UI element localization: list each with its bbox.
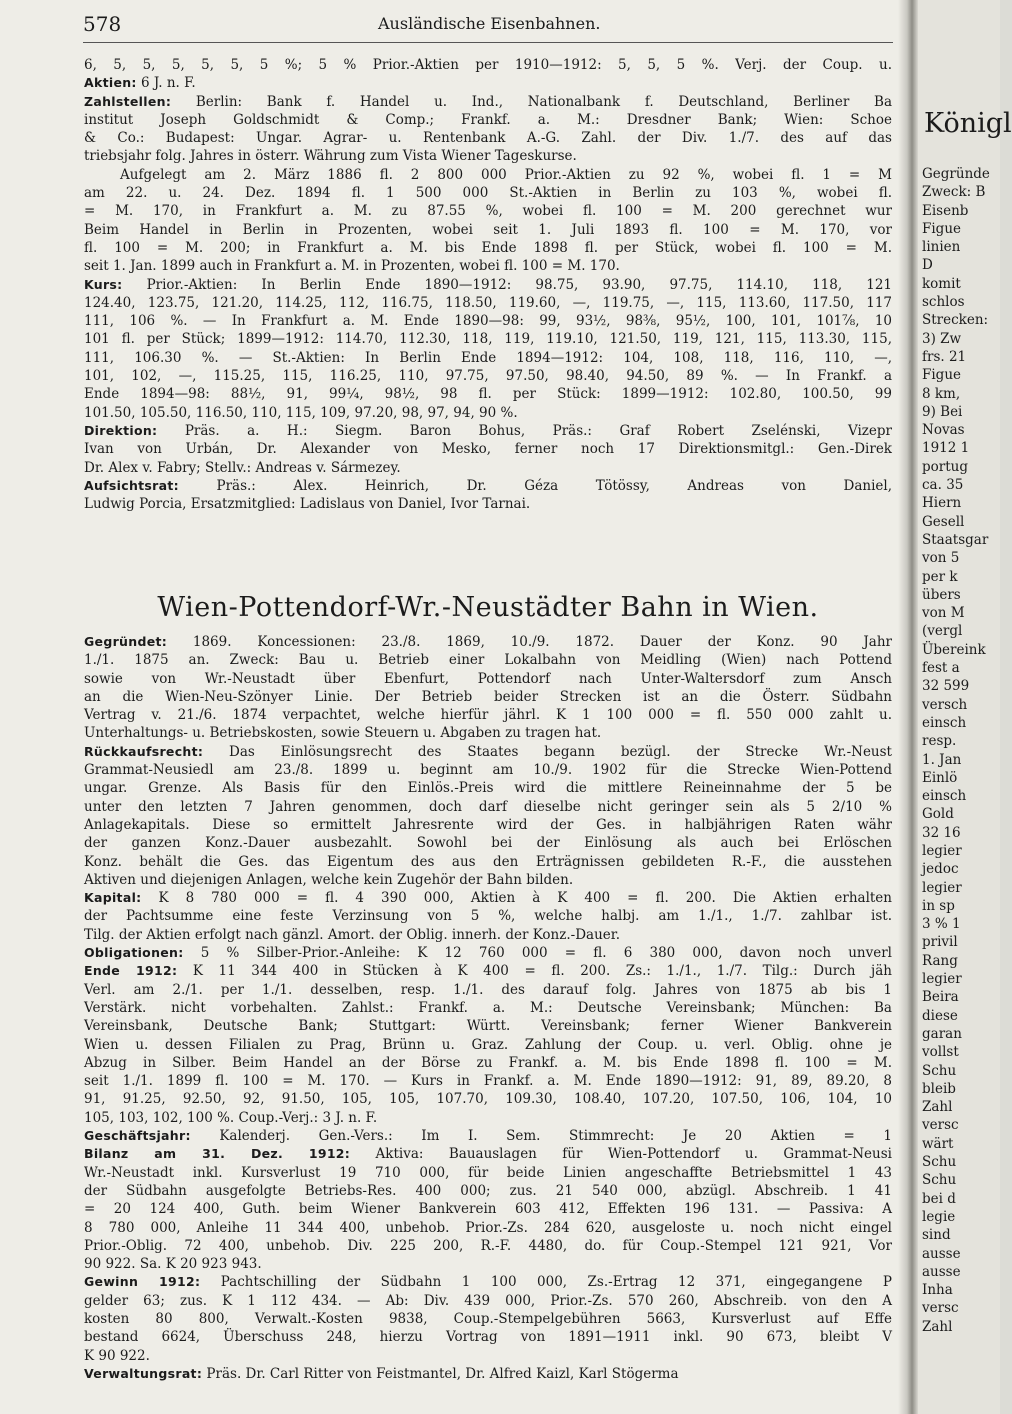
text-line: = 20 124 400, Guth. beim Wiener Bankverein 603 412, Effekten 196 131. — Passiva: A [84,1201,892,1218]
right-page-line: garan [922,1025,962,1042]
text-line: Ende 1912: K 11 344 400 in Stücken à K 400 = fl. 200. Zs.: 1./1., 1./7. Tilg.: Durch jäh [84,963,892,980]
right-page-line: per k [922,568,958,585]
right-page-line: Strecken: [922,312,989,329]
previous-entry-text [84,56,892,513]
right-page-line: von 5 [922,550,960,567]
right-page-line: Rang [922,952,958,969]
text-line: Aktien: 6 J. n. F. [84,75,196,92]
text-line: Rückkaufsrecht: Das Einlösungsrecht des Staates begann bezügl. der Strecke Wr.-Neust [84,743,892,760]
right-page-line: 9) Bei [922,403,963,420]
right-page-line: Figue [922,367,962,384]
right-page-line: legier [922,971,962,988]
right-page-line: 1. Jan [922,751,962,768]
text-line: 90 922. Sa. K 20 923 943. [84,1256,262,1273]
text-line: 111, 106 %. — In Frankfurt a. M. Ende 1890—98: 99, 93½, 98⅜, 95½, 100, 101, 101⅞, 10 [84,313,892,330]
right-page-line: einsch [922,788,967,805]
right-page-line: Übereink [922,641,986,658]
header-rule [83,42,893,43]
text-line: Geschäftsjahr: Kalenderj. Gen.-Vers.: Im I. Sem. Stimmrecht: Je 20 Aktien = 1 [84,1128,892,1145]
text-line: sowie von Wr.-Neustadt über Ebenfurt, Pottendorf nach Unter-Waltersdorf zum Ansch [84,670,892,687]
right-page-lines [922,165,1002,1336]
text-line: seit 1./1. 1899 fl. 100 = M. 170. — Kurs in Frankf. a. M. Ende 1890—1912: 91, 89, 89.20, 8 [84,1073,892,1090]
text-line: fl. 100 = M. 200; in Frankfurt a. M. bis Ende 1898 fl. per Stück, wobei fl. 100 = M. [84,239,892,256]
right-page-line: Zweck: B [922,184,986,201]
book-gutter [898,0,918,1414]
text-line: Wr.-Neustadt inkl. Kursverlust 19 710 000, für beide Linien angeschaffte Betriebsmittel 1 43 [84,1164,892,1181]
text-line: Dr. Alex v. Fabry; Stellv.: Andreas v. Sármezey. [84,459,401,476]
right-page-line: bleib [922,1080,956,1097]
right-page-line: Schu [922,1062,957,1079]
right-page-line: 32 599 [922,678,970,695]
right-page-line: in sp [922,897,955,914]
text-line: Verstärk. nicht vorbehalten. Zahlst.: Frankf. a. M.: Deutsche Vereinsbank; München: Ba [84,999,892,1016]
text-line: Bilanz am 31. Dez. 1912: Aktiva: Bauauslagen für Wien-Pottendorf u. Grammat-Neusi [84,1146,892,1163]
text-line: Zahlstellen: Berlin: Bank f. Handel u. Ind., Nationalbank f. Deutschland, Berliner Ba [84,93,892,110]
right-page-line: Gold [922,806,954,823]
right-page-line: von M [922,605,965,622]
right-page-line: Schu [922,1154,957,1171]
right-page-line: sind [922,1227,951,1244]
text-line: Abzug in Silber. Beim Handel an der Börse zu Frankf. a. M. bis Ende 1898 fl. 100 = M. [84,1054,892,1071]
text-line: 101, 102, —, 115.25, 115, 116.25, 110, 97.75, 97.50, 98.40, 94.50, 89 %. — In Frankf. a [84,368,892,385]
text-line: institut Joseph Goldschmidt & Comp.; Frankf. a. M.: Dresdner Bank; Wien: Schoe [84,111,892,128]
text-line: Kapital: K 8 780 000 = fl. 4 390 000, Aktien à K 400 = fl. 200. Die Aktien erhalten [84,890,892,907]
text-line: Konz. behält die Ges. das Eigentum des aus den Erträgnissen gebildeten R.-F., die ausstehen [84,853,892,870]
right-page-line: vollst [922,1044,959,1061]
text-line: 111, 106.30 %. — St.-Aktien: In Berlin Ende 1894—1912: 104, 108, 118, 116, 110, —, [84,349,892,366]
right-page-line: Gegründe [922,166,990,182]
right-page-line: Einlö [922,769,958,786]
text-line: Aufsichtsrat: Präs.: Alex. Heinrich, Dr. Géza Tötössy, Andreas von Daniel, [84,477,892,494]
text-line: Gewinn 1912: Pachtschilling der Südbahn 1 100 000, Zs.-Ertrag 12 371, eingegangene P [84,1274,892,1291]
text-line: Gegründet: 1869. Koncessionen: 23./8. 1869, 10./9. 1872. Dauer der Konz. 90 Jahr [84,634,892,650]
right-page-line: 3 % 1 [922,916,961,933]
text-line: 124.40, 123.75, 121.20, 114.25, 112, 116.75, 118.50, 119.60, —, 119.75, —, 115, 113.60, 117.50, 117 [84,294,892,311]
text-line: Direktion: Präs. a. H.: Siegm. Baron Bohus, Präs.: Graf Robert Zselénski, Vizepr [84,422,892,439]
right-page-line: Figue [922,220,962,237]
text-line: bestand 6624, Überschuss 248, hierzu Vortrag von 1891—1911 inkl. 90 673, bleibt V [84,1329,892,1346]
right-page-line: Gesell [922,513,965,530]
text-line: der ganzen Konz.-Dauer ausbezahlt. Sowohl bei der Einlösung als auch bei Erlöschen [84,835,892,852]
right-page-line: versch [922,696,968,713]
right-page-line: Eisenb [922,202,969,219]
text-line: Beim Handel in Berlin in Prozenten, wobei seit 1. Juli 1893 fl. 100 = M. 170, vor [84,221,892,238]
right-page-line: ca. 35 [922,477,964,494]
right-page-line: D [922,257,933,274]
right-page-line: einsch [922,714,967,731]
text-line: gelder 63; zus. K 1 112 434. — Ab: Div. 439 000, Prior.-Zs. 570 260, Abschreib. von den A [84,1292,892,1309]
text-line: Aufgelegt am 2. März 1886 fl. 2 800 000 Prior.-Aktien zu 92 %, wobei fl. 1 = M [120,166,892,183]
right-page-line: Hiern [922,495,962,512]
right-page-line: linien [922,239,961,256]
text-line: 101 fl. per Stück; 1899—1912: 114.70, 112.30, 118, 119, 119.10, 121.50, 119, 121, 115, 113.30, 115, [84,331,892,348]
right-page-line: Schu [922,1172,957,1189]
text-line: unter den letzten 7 Jahren genommen, doch darf dieselbe nicht geringer sein als 5 2/10 % [84,798,892,815]
text-line: 1./1. 1875 an. Zweck: Bau u. Betrieb einer Lokalbahn von Meidling (Wien) nach Pottend [84,652,892,669]
running-title: Ausländische Eisenbahnen. [378,14,601,33]
right-page-line: komit [922,275,961,292]
text-line: Verwaltungsrat: Präs. Dr. Carl Ritter von Feistmantel, Dr. Alfred Kaizl, Karl Stögerma [84,1365,679,1382]
right-page-line: legier [922,842,962,859]
text-line: Anlagekapitals. Diese so ermittelt Jahresrente wird der Ges. in halbjährigen Raten währ [84,816,892,833]
text-line: Kurs: Prior.-Aktien: In Berlin Ende 1890—1912: 98.75, 93.90, 97.75, 114.10, 118, 121 [84,276,892,293]
right-page-line: Zahl [922,1099,953,1116]
right-page-line: frs. 21 [922,348,967,365]
text-line: Grammat-Neusiedl am 23./8. 1899 u. beginnt am 10./9. 1902 für die Strecke Wien-Pottend [84,762,892,779]
right-page-line: ausse [922,1263,961,1280]
right-page-line: jedoc [922,861,959,878]
text-line: Prior.-Oblig. 72 400, unbehob. Div. 225 200, R.-F. 4480, do. für Coup.-Stempel 121 921, Vor [84,1237,892,1254]
text-line: Tilg. der Aktien erfolgt nach gänzl. Amort. der Oblig. innerh. der Konz.-Dauer. [84,926,621,943]
right-page-line: 3) Zw [922,330,962,347]
right-page-line: (vergl [922,623,963,640]
right-page-line: diese [922,1007,958,1024]
right-page-line: Beira [922,989,959,1006]
text-line: Ende 1894—98: 88½, 91, 99¼, 98½, 98 fl. per Stück: 1899—1912: 102.80, 100.50, 99 [84,386,892,403]
text-line: am 22. u. 24. Dez. 1894 fl. 1 500 000 St.-Aktien in Berlin zu 103 %, wobei fl. [84,185,892,202]
text-line: Vereinsbank, Deutsche Bank; Stuttgart: Württ. Vereinsbank; ferner Wiener Bankverein [84,1018,892,1035]
text-line: Aktiven und diejenigen Anlagen, welche kein Zugehör der Bahn bilden. [84,871,574,888]
text-line: 91, 91.25, 92.50, 92, 91.50, 105, 105, 107.70, 109.30, 108.40, 107.20, 107.50, 106, 104, 10 [84,1091,892,1108]
railway-entry-text [84,633,892,1383]
right-page-title-fragment: Königl [924,108,1012,139]
text-line: ungar. Grenze. Als Basis für den Einlös.-Preis wird die mittlere Reineinnahme der 5 be [84,780,892,797]
text-line: kosten 80 800, Verwalt.-Kosten 9838, Coup.-Stempelgebühren 5663, Kursverlust auf Effe [84,1310,892,1327]
right-page-line: versc [922,1117,959,1134]
right-page-line: 8 km, [922,385,961,402]
right-page-line: versc [922,1300,959,1317]
right-page-line: legier [922,879,962,896]
right-page-line: wärt [922,1135,954,1152]
text-line: 8 780 000, Anleihe 11 344 400, unbehob. Prior.-Zs. 284 620, ausgeloste u. noch nicht eingel [84,1219,892,1236]
right-page-line: Inha [922,1282,953,1299]
text-line: = M. 170, in Frankfurt a. M. zu 87.55 %, wobei fl. 100 = M. 200 gerechnet wur [84,203,892,220]
right-page-line: Novas [922,422,965,439]
right-page-line: privil [922,934,958,951]
text-line: triebsjahr folg. Jahres in österr. Währung zum Vista Wiener Tageskurse. [84,148,577,165]
right-page-line: ausse [922,1245,961,1262]
right-page-line: übers [922,586,961,603]
page-number: 578 [83,12,122,36]
right-page-line: portug [922,458,968,475]
right-page-line: fest a [922,660,960,677]
text-line: der Südbahn ausgefolgte Betriebs-Res. 400 000; zus. 21 540 000, abzügl. Abschreib. 1 41 [84,1182,892,1199]
right-page-line: resp. [922,733,957,750]
right-page-line: Staatsgar [922,531,989,548]
text-line: K 90 922. [84,1347,150,1364]
right-page-line: 32 16 [922,824,961,841]
text-line: Ivan von Urbán, Dr. Alexander von Mesko, ferner noch 17 Direktionsmitgl.: Gen.-Direk [84,441,892,458]
text-line: Ludwig Porcia, Ersatzmitglied: Ladislaus von Daniel, Ivor Tarnai. [84,496,531,513]
text-line: der Pachtsumme eine feste Verzinsung von 5 %, welche halbj. am 1./1., 1./7. zahlbar ist. [84,908,892,925]
text-line: Wien u. dessen Filialen zu Prag, Brünn u. Graz. Zahlung der Coup. u. verl. Oblig. ohne je [84,1036,892,1053]
text-line: 101.50, 105.50, 116.50, 110, 115, 109, 97.20, 98, 97, 94, 90 %. [84,404,518,421]
text-line: Unterhaltungs- u. Betriebskosten, sowie Steuern u. Abgaben zu tragen hat. [84,725,602,742]
text-line: 105, 103, 102, 100 %. Coup.-Verj.: 3 J. n. F. [84,1109,378,1126]
right-page-line: bei d [922,1190,956,1207]
section-title: Wien-Pottendorf-Wr.-Neustädter Bahn in Wien. [157,592,819,623]
right-page-line: legie [922,1208,956,1225]
text-line: Vertrag v. 21./6. 1874 verpachtet, welche hierfür jährl. K 1 100 000 = fl. 550 000 zahlt u. [84,707,892,724]
right-page-line: 1912 1 [922,440,970,457]
text-line: 6, 5, 5, 5, 5, 5, 5 %; 5 % Prior.-Aktien per 1910—1912: 5, 5, 5 %. Verj. der Coup. u. [84,57,892,73]
text-line: seit 1. Jan. 1899 auch in Frankfurt a. M. in Prozenten, wobei fl. 100 = M. 170. [84,258,620,275]
text-line: an die Wien-Neu-Szönyer Linie. Der Betrieb beider Strecken ist an die Österr. Südbahn [84,688,892,705]
right-page-line: schlos [922,294,965,311]
right-page-line: Zahl [922,1318,953,1335]
text-line: & Co.: Budapest: Ungar. Agrar- u. Rentenbank A.-G. Zahl. der Div. 1./7. des auf das [84,130,892,147]
text-line: Verl. am 2./1. per 1./1. desselben, resp. 1./1. des darauf folg. Jahres von 1875 ab bis 1 [84,981,892,998]
text-line: Obligationen: 5 % Silber-Prior.-Anleihe: K 12 760 000 = fl. 6 380 000, davon noch unverl [84,945,892,962]
